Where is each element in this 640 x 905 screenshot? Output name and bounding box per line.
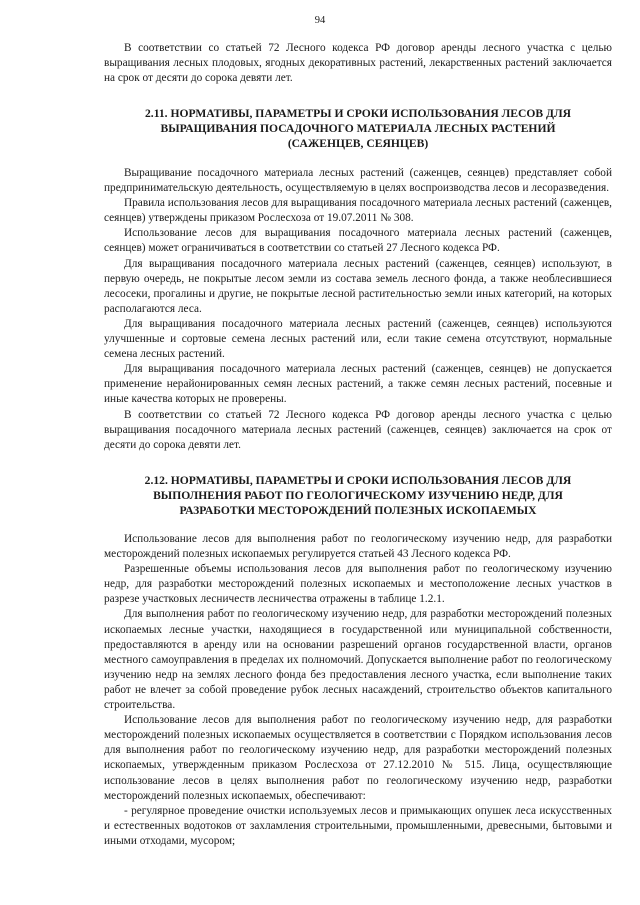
section-2-12-list-item: - регулярное проведение очистки используемых лесов и примыкающих опушек леса искусственных и естественных водотоков от захламления строительными, промышленными, древесными, бытовыми и иными отходами, мусором; [104, 804, 612, 847]
section-2-11-paragraph: Для выращивания посадочного материала лесных растений (саженцев, сеянцев) используют, в первую очередь, не покрытые лесом земли из состава земель лесного фонда, а также необлесившиеся лесосеки, прогалины и другие, не покрытые лесной растительностью земли иных категорий, на которых располагаются леса. [104, 257, 612, 315]
section-2-12-paragraph: Использование лесов для выполнения работ по геологическому изучению недр, для разработки месторождений полезных ископаемых осуществляется в соответствии с Порядком использования лесов для выполнения работ по геологическому изучению недр, для разработки месторождений полезных ископаемых, утвержденным приказом Рослесхоза от 27.12.2010 № 515. Лица, осуществляющие использование лесов в целях выполнения работ по геологическому изучению недр, разработки месторождений полезных ископаемых, обеспечивают: [104, 714, 612, 802]
section-2-12-paragraph: Разрешенные объемы использования лесов для выполнения работ по геологическому изучению недр, для разработки месторождений полезных ископаемых и местоположение лесных участков в разрезе участковых лесничеств лесничества отражены в таблице 1.2.1. [104, 563, 612, 606]
intro-paragraph: В соответствии со статьей 72 Лесного кодекса РФ договор аренды лесного участка с целью выращивания лесных плодовых, ягодных декоративных растений, лекарственных растений заключается на срок от десяти до сорока девяти лет. [104, 42, 612, 85]
section-2-11-paragraph: Для выращивания посадочного материала лесных растений (саженцев, сеянцев) не допускается применение нерайонированных семян лесных растений, а также семян лесных растений, посевные и иные качества которых не проверены. [104, 363, 612, 406]
section-2-11-paragraph: В соответствии со статьей 72 Лесного кодекса РФ договор аренды лесного участка с целью выращивания посадочного материала лесных растений (саженцев, сеянцев) заключается на срок от десяти до сорока девяти лет. [104, 408, 612, 451]
section-2-11-paragraph: Выращивание посадочного материала лесных растений (саженцев, сеянцев) представляет собой предпринимательскую деятельность, осуществляемую в целях воспроизводства лесов и лесоразведения. [104, 167, 612, 195]
section-2-11-body [104, 166, 612, 453]
section-2-11-paragraph: Правила использования лесов для выращивания посадочного материала лесных растений (саженцев, сеянцев) утверждены приказом Рослесхоза от 19.07.2011 № 308. [104, 197, 612, 225]
section-2-12-paragraph: Использование лесов для выполнения работ по геологическому изучению недр, для разработки месторождений полезных ископаемых регулируется статьей 43 Лесного кодекса РФ. [104, 533, 612, 561]
section-2-12-body [104, 532, 612, 849]
section-2-11-paragraph: Для выращивания посадочного материала лесных растений (саженцев, сеянцев) используются улучшенные и сортовые семена лесных растений или, если такие семена отсутствуют, нормальные семена лесных растений. [104, 317, 612, 361]
section-2-11-paragraph: Использование лесов для выращивания посадочного материала лесных растений (саженцев, сеянцев) может ограничиваться в соответствии со статьей 27 Лесного кодекса РФ. [104, 227, 612, 255]
section-2-12-heading: 2.12. НОРМАТИВЫ, ПАРАМЕТРЫ И СРОКИ ИСПОЛЬЗОВАНИЯ ЛЕСОВ ДЛЯ ВЫПОЛНЕНИЯ РАБОТ ПО ГЕОЛОГИЧЕСКОМУ ИЗУЧЕНИЮ НЕДР, ДЛЯ РАЗРАБОТКИ МЕСТОРОЖДЕНИЙ ПОЛЕЗНЫХ ИСКОПАЕМЫХ [144, 474, 572, 518]
section-2-11-heading: 2.11. НОРМАТИВЫ, ПАРАМЕТРЫ И СРОКИ ИСПОЛЬЗОВАНИЯ ЛЕСОВ ДЛЯ ВЫРАЩИВАНИЯ ПОСАДОЧНОГО МАТЕРИАЛА ЛЕСНЫХ РАСТЕНИЙ (САЖЕНЦЕВ, СЕЯНЦЕВ) [145, 107, 571, 151]
page-number: 94 [314, 15, 326, 26]
section-2-12-paragraph: Для выполнения работ по геологическому изучению недр, для разработки месторождений полезных ископаемых лесные участки, находящиеся в государственной или муниципальной собственности, предоставляются в аренду или на основании разрешений органов государственной власти, органов местного самоуправления в пределах их полномочий. Допускается выполнение работ по геологическому изучению недр на землях лесного фонда без предоставления лесного участка, если выполнение таких работ не влечет за собой проведение рубок лесных насаждений, строительство объектов капитального строительства. [104, 608, 612, 712]
